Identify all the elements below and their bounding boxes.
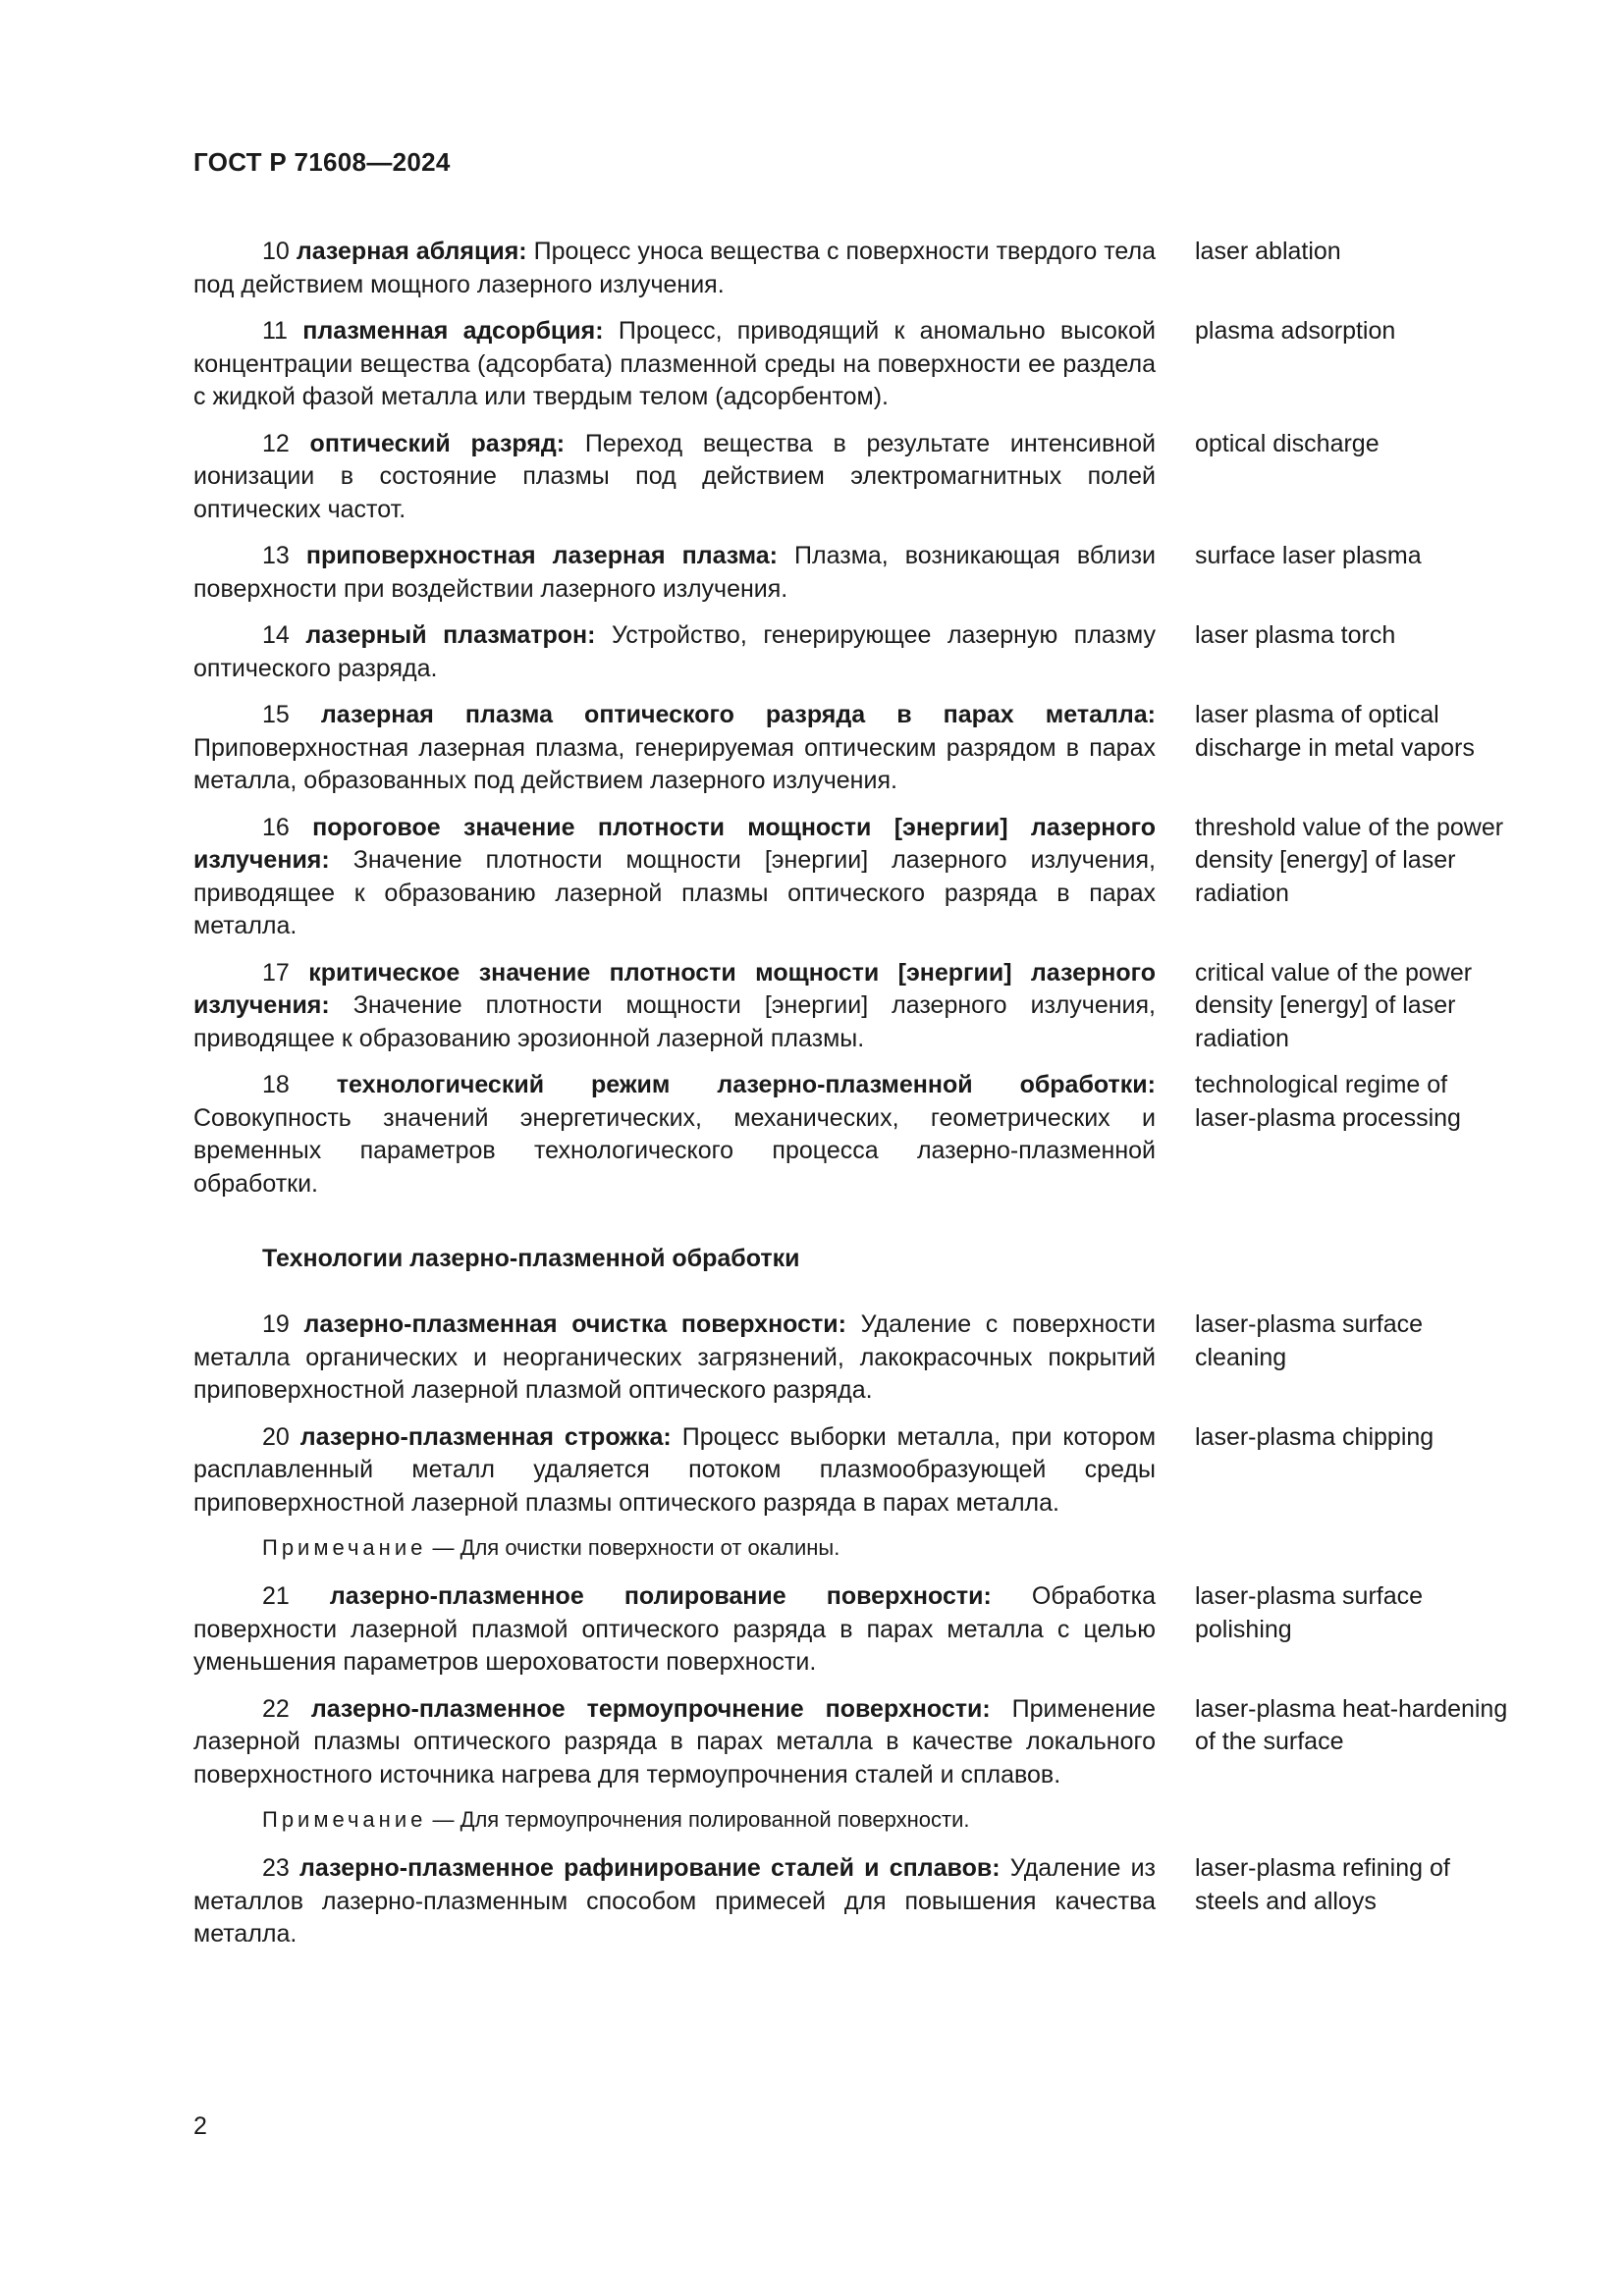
term-english-equivalent: laser-plasma surface polishing <box>1195 1582 1424 1643</box>
term-number: 21 <box>262 1582 290 1610</box>
term-definition-ru <box>193 315 1156 414</box>
term-text: Приповерхностная лазерная плазма, генерируемая оптическим разрядом в парах металла, образованных под действием лазерного излучения. <box>193 733 1156 794</box>
term-english-equivalent: laser-plasma refining of steels and alloys <box>1195 1854 1450 1915</box>
term-english-equivalent: laser-plasma surface cleaning <box>1195 1310 1424 1371</box>
term-definition-ru <box>193 699 1156 798</box>
term-text: Значение плотности мощности [энергии] лазерного излучения, приводящее к образованию лазерной плазмы оптического разряда в парах металла. <box>193 846 1156 939</box>
term-definition-ru <box>193 957 1156 1056</box>
term-english-equivalent: laser ablation <box>1195 238 1341 265</box>
term-number: 13 <box>262 542 290 569</box>
term-english-equivalent: laser-plasma chipping <box>1195 1422 1435 1451</box>
note-text: — Для очистки поверхности от окалины. <box>426 1535 840 1560</box>
note-label: Примечание <box>262 1535 427 1560</box>
term-entry-17 <box>193 957 1509 1056</box>
terms-group-2 <box>193 1308 1509 1520</box>
term-text: Удаление с поверхности металла органических и неорганических загрязнений, лакокрасочных покрытий приповерхностной лазерной плазмой оптического разряда. <box>193 1310 1156 1404</box>
term-number: 10 <box>262 238 290 265</box>
term-number: 12 <box>262 429 290 457</box>
note-1 <box>193 1533 1156 1563</box>
term-entry-16 <box>193 812 1509 943</box>
term-name: лазерно-плазменное термоупрочнение поверхности: <box>310 1694 991 1723</box>
term-number: 11 <box>262 317 288 345</box>
term-number: 14 <box>262 621 290 649</box>
term-definition-ru <box>193 540 1156 606</box>
term-definition-ru <box>193 812 1156 943</box>
term-text: Совокупность значений энергетических, механических, геометрических и временных параметров технологического процесса лазерно-плазменной обработки. <box>193 1103 1156 1198</box>
term-text: Переход вещества в результате интенсивной ионизации в состояние плазмы под действием электромагнитных полей оптических частот. <box>193 429 1156 523</box>
note-text: — Для термоупрочнения полированной поверхности. <box>426 1807 970 1832</box>
note-label: Примечание <box>262 1807 427 1832</box>
term-number: 20 <box>262 1422 290 1451</box>
term-name: плазменная адсорбция: <box>302 317 604 345</box>
term-english-equivalent: laser plasma torch <box>1195 621 1396 649</box>
page-number: 2 <box>193 2112 207 2140</box>
term-entry-18 <box>193 1069 1509 1201</box>
term-definition-ru <box>193 1069 1156 1201</box>
term-name: лазерно-плазменная строжка: <box>299 1422 672 1451</box>
term-definition-ru <box>193 1693 1156 1792</box>
term-name: лазерный плазматрон: <box>305 621 596 649</box>
term-number: 15 <box>262 701 290 728</box>
term-text: Процесс выборки металла, при котором расплавленный металл удаляется потоком плазмообразующей среды приповерхностной лазерной плазмы оптического разряда в парах металла. <box>193 1422 1157 1517</box>
section-title: Технологии лазерно-плазменной обработки <box>262 1245 800 1272</box>
term-name: пороговое значение плотности мощности [энергии] лазерного излучения: <box>193 813 1156 874</box>
term-number: 17 <box>262 958 290 987</box>
term-entry-21 <box>193 1580 1509 1680</box>
term-entry-13 <box>193 540 1509 606</box>
term-entry-10 <box>193 236 1509 301</box>
term-english-equivalent: laser-plasma heat-hardening of the surface <box>1195 1694 1508 1755</box>
term-entry-23 <box>193 1852 1509 1951</box>
term-text: Процесс, приводящий к аномально высокой концентрации вещества (адсорбата) плазменной среды на поверхности ее раздела с жидкой фазой металла или твердым телом (адсорбентом). <box>193 317 1156 410</box>
term-text: Процесс уноса вещества с поверхности твердого тела под действием мощного лазерного излучения. <box>193 238 1156 298</box>
term-text: Удаление из металлов лазерно-плазменным способом примесей для повышения качества металла. <box>193 1854 1157 1948</box>
term-name: лазерно-плазменная очистка поверхности: <box>303 1310 846 1338</box>
term-english-equivalent: threshold value of the power density [energy] of laser radiation <box>1195 813 1504 907</box>
terms-group-3 <box>193 1580 1509 1791</box>
term-entry-14 <box>193 619 1509 685</box>
term-definition-ru <box>193 428 1156 527</box>
term-number: 19 <box>262 1310 290 1338</box>
term-number: 22 <box>262 1694 290 1723</box>
term-entry-15 <box>193 699 1509 798</box>
terms-group-4 <box>193 1852 1509 1951</box>
term-english-equivalent: critical value of the power density [energy] of laser radiation <box>1195 958 1473 1052</box>
terms-content <box>193 236 1509 1965</box>
term-definition-ru <box>193 236 1156 301</box>
term-entry-11 <box>193 315 1509 414</box>
term-english-equivalent: surface laser plasma <box>1195 542 1422 569</box>
note-2 <box>193 1805 1156 1835</box>
term-definition-ru <box>193 1421 1156 1521</box>
standard-designation: ГОСТ Р 71608—2024 <box>193 147 451 177</box>
term-english-equivalent: plasma adsorption <box>1195 317 1396 345</box>
term-name: лазерно-плазменное полирование поверхности: <box>329 1582 992 1610</box>
terms-group-1 <box>193 236 1509 1201</box>
term-number: 23 <box>262 1854 290 1882</box>
term-text: Значение плотности мощности [энергии] лазерного излучения, приводящее к образованию эрозионной лазерной плазмы. <box>193 991 1156 1052</box>
term-name: лазерная абляция: <box>296 238 527 265</box>
term-english-equivalent: laser plasma of optical discharge in metal vapors <box>1195 701 1475 762</box>
term-definition-ru <box>193 1308 1156 1408</box>
term-entry-20 <box>193 1421 1509 1521</box>
term-name: технологический режим лазерно-плазменной обработки: <box>336 1071 1156 1098</box>
term-number: 18 <box>262 1071 290 1098</box>
term-text: Плазма, возникающая вблизи поверхности при воздействии лазерного излучения. <box>193 542 1157 603</box>
term-english-equivalent: technological regime of laser-plasma processing <box>1195 1071 1461 1132</box>
term-name: критическое значение плотности мощности [энергии] лазерного излучения: <box>193 958 1156 1019</box>
term-entry-12 <box>193 428 1509 527</box>
term-name: оптический разряд: <box>309 429 566 457</box>
term-definition-ru <box>193 1852 1156 1951</box>
term-number: 16 <box>262 813 290 841</box>
term-text: Обработка поверхности лазерной плазмой оптического разряда в парах металла с целью уменьшения параметров шероховатости поверхности. <box>193 1582 1156 1676</box>
term-definition-ru <box>193 619 1156 685</box>
term-name: лазерно-плазменное рафинирование сталей и сплавов: <box>299 1854 1001 1882</box>
term-text: Применение лазерной плазмы оптического разряда в парах металла в качестве локального поверхностного источника нагрева для термоупрочнения сталей и сплавов. <box>193 1694 1156 1789</box>
term-name: приповерхностная лазерная плазма: <box>305 542 778 569</box>
term-text: Устройство, генерирующее лазерную плазму оптического разряда. <box>193 621 1156 682</box>
term-entry-19 <box>193 1308 1509 1408</box>
term-entry-22 <box>193 1693 1509 1792</box>
term-name: лазерная плазма оптического разряда в парах металла: <box>320 701 1156 728</box>
term-english-equivalent: optical discharge <box>1195 429 1380 457</box>
term-definition-ru <box>193 1580 1156 1680</box>
